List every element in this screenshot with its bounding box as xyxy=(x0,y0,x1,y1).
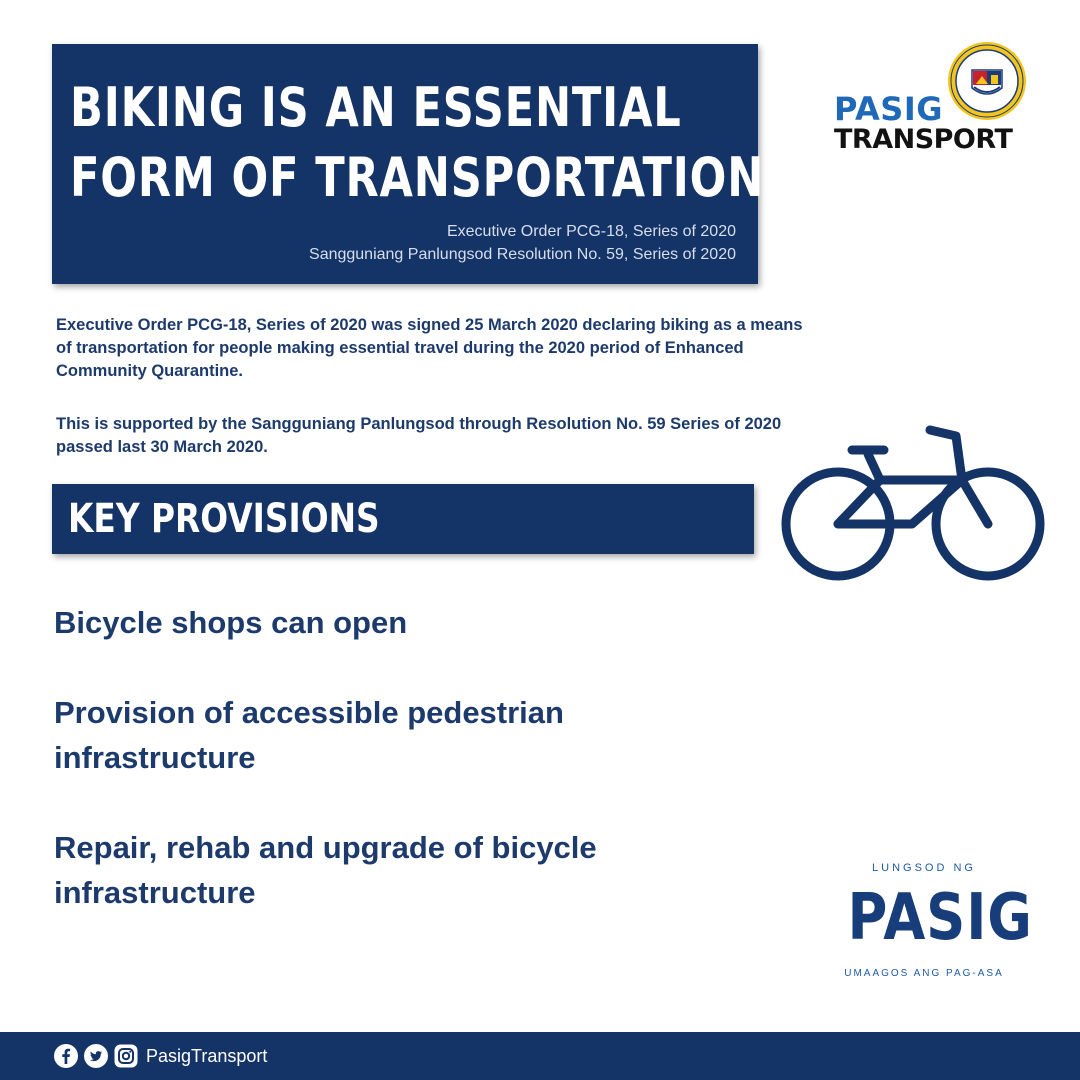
subtitle-resolution: Sangguniang Panlungsod Resolution No. 59, Series of 2020 xyxy=(309,246,736,263)
brand-word-transport: TRANSPORT xyxy=(834,124,1013,155)
bicycle-icon xyxy=(780,418,1050,588)
body-paragraph-1: Executive Order PCG-18, Series of 2020 was signed 25 March 2020 declaring biking as a means of transportation for people making essential travel during the 2020 period of Enhanced Community Quarantine. xyxy=(56,316,803,380)
brand-word-pasig: PASIG xyxy=(834,90,943,128)
subtitle-executive-order: Executive Order PCG-18, Series of 2020 xyxy=(446,223,736,240)
footer-bar xyxy=(0,1032,1080,1080)
social-handle[interactable]: PasigTransport xyxy=(146,1046,268,1066)
facebook-icon[interactable] xyxy=(54,1044,78,1068)
section-title: KEY PROVISIONS xyxy=(68,496,380,542)
title-banner xyxy=(52,44,765,284)
city-logo-tagline: UMAAGOS ANG PAG-ASA xyxy=(844,968,1004,979)
city-seal-icon xyxy=(946,40,1028,122)
pasig-transport-logo xyxy=(834,40,1029,160)
provision-item: Bicycle shops can open xyxy=(54,605,408,640)
provision-item: Repair, rehab and upgrade of bicycle infrastructure xyxy=(54,830,597,910)
twitter-icon[interactable] xyxy=(84,1044,108,1068)
city-logo-wordmark: PASIG xyxy=(847,881,1033,955)
key-provisions-banner xyxy=(52,484,754,554)
instagram-icon[interactable] xyxy=(114,1044,138,1068)
page-title-line-2: FORM OF TRANSPORTATION xyxy=(70,146,765,209)
provision-item: Provision of accessible pedestrian infrastructure xyxy=(54,695,564,775)
page-title-line-1: BIKING IS AN ESSENTIAL xyxy=(70,76,682,139)
body-paragraph-2: This is supported by the Sangguniang Panlungsod through Resolution No. 59 Series of 2020 passed last 30 March 2020. xyxy=(56,415,782,456)
city-logo-top-text: LUNGSOD NG xyxy=(872,862,976,874)
lungsod-ng-pasig-logo xyxy=(834,862,1033,992)
